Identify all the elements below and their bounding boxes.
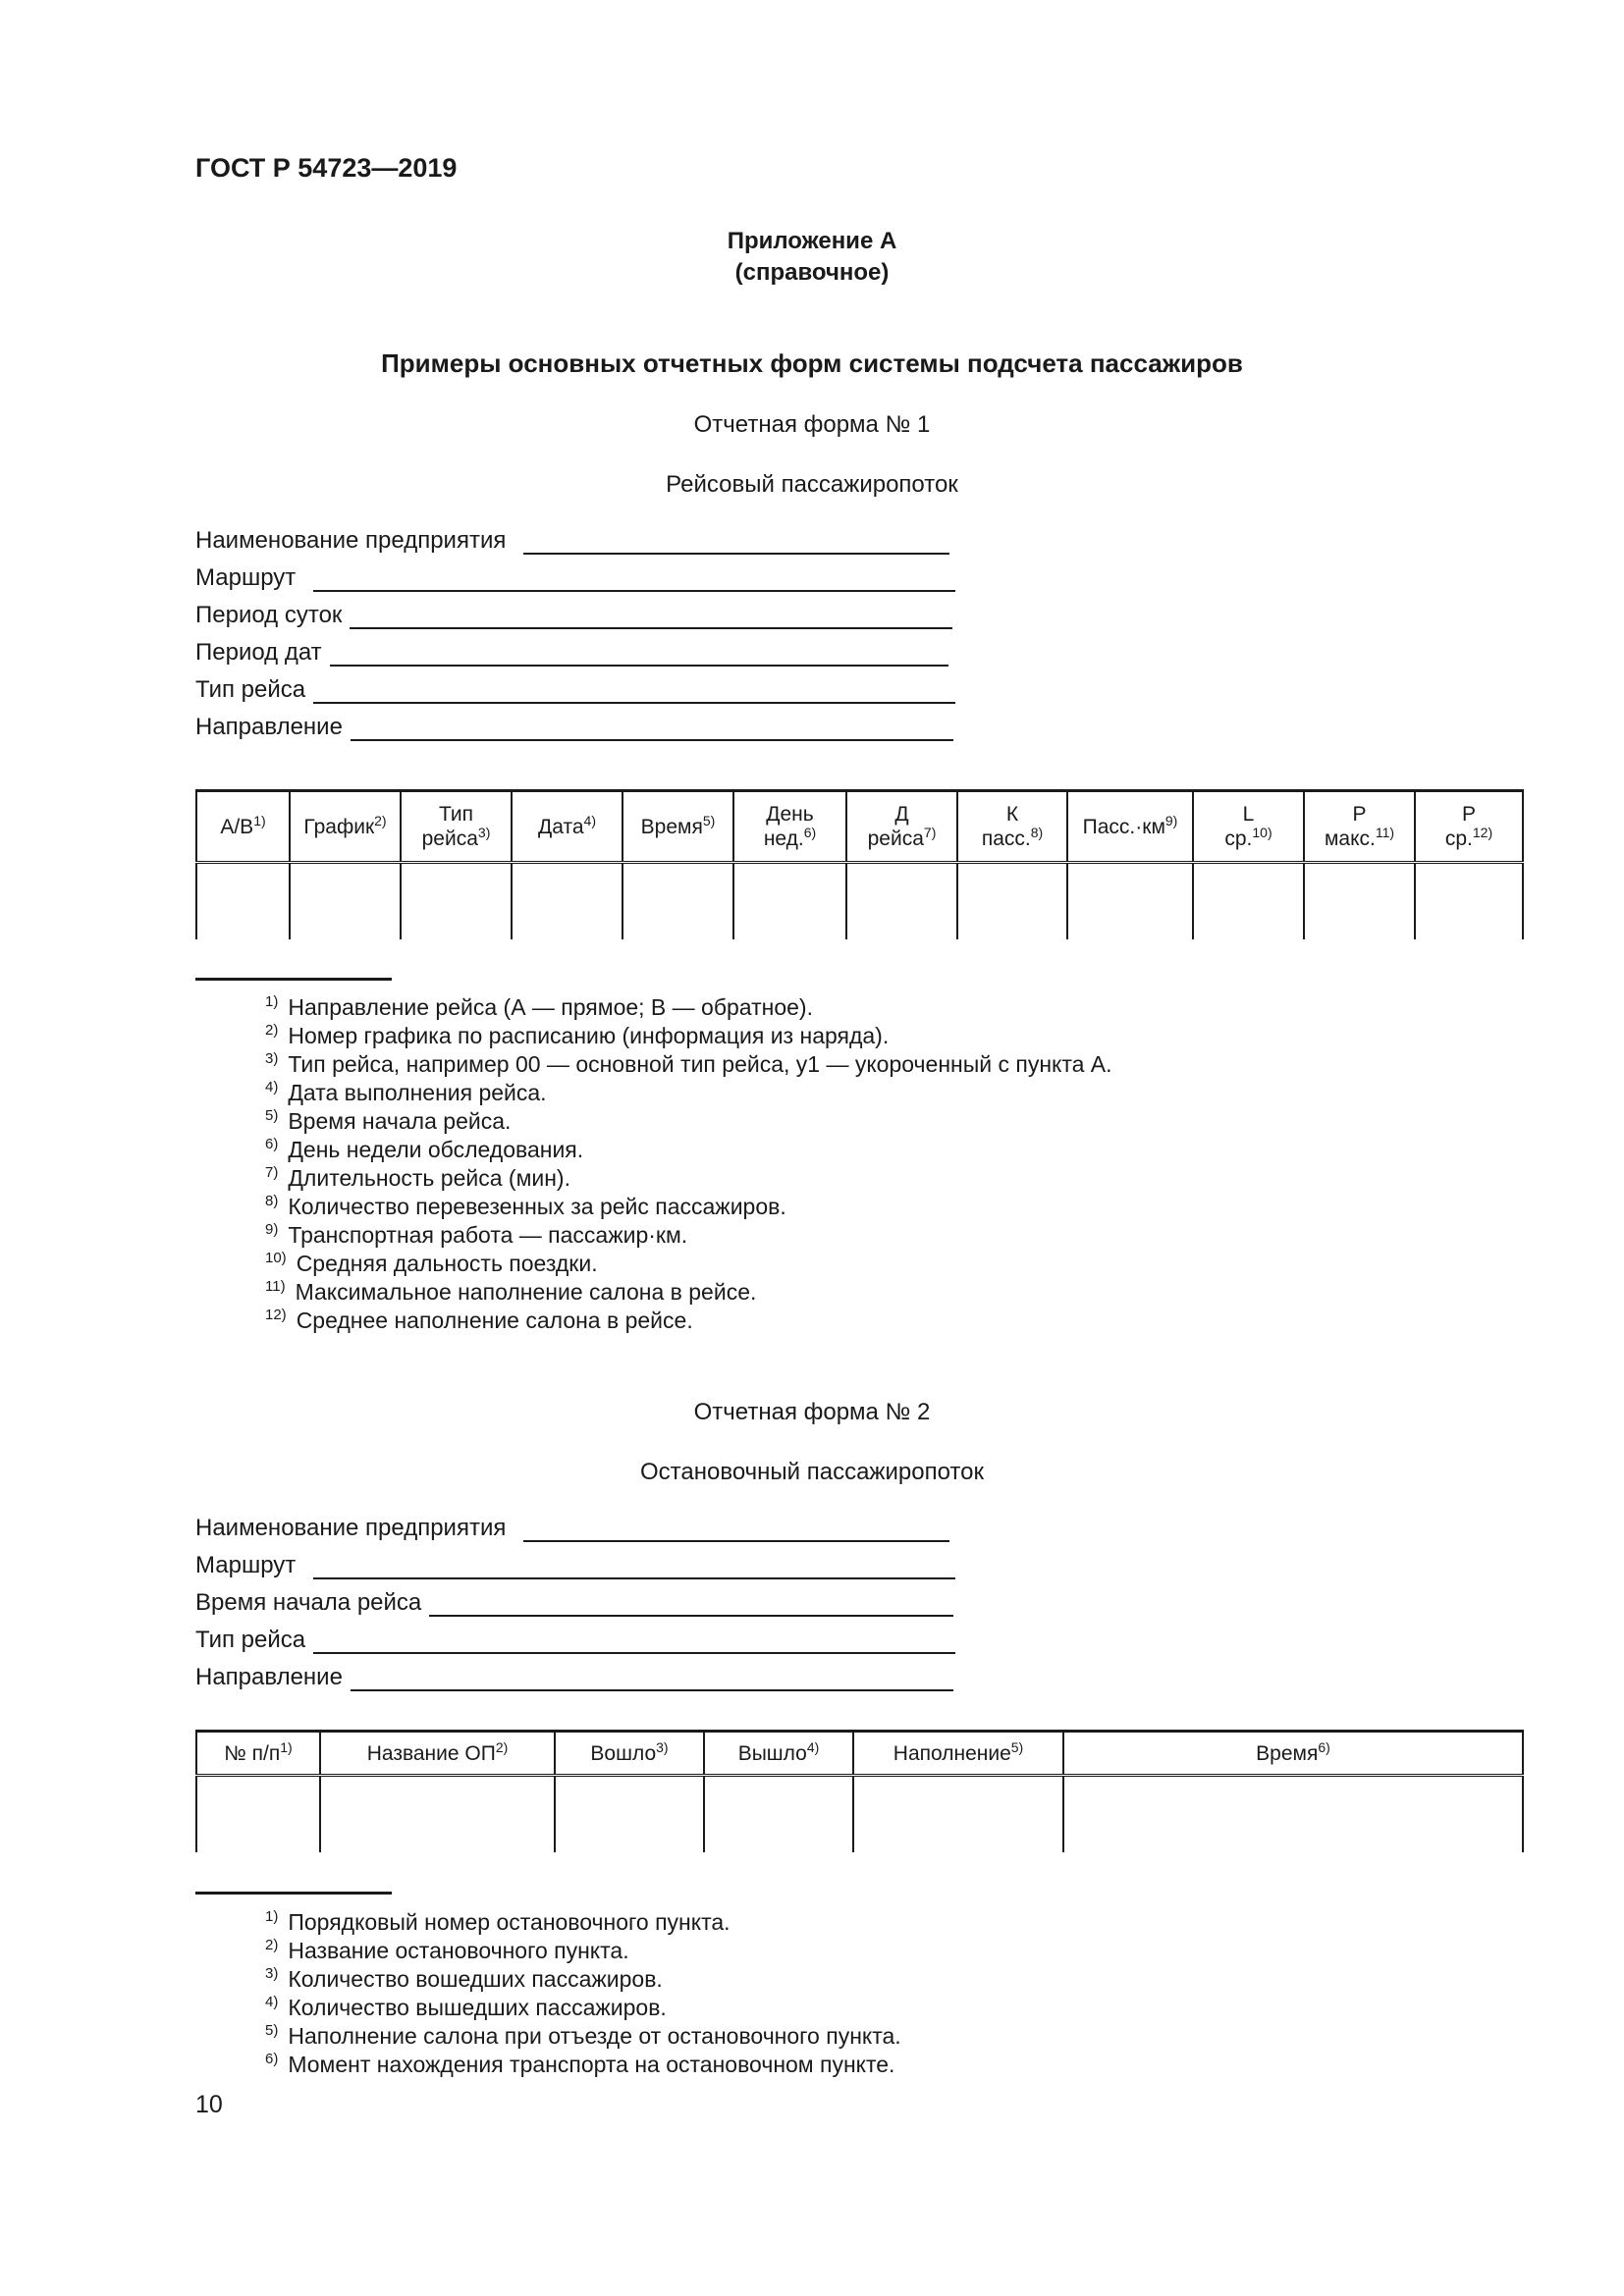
- table-cell[interactable]: [623, 863, 733, 939]
- field-label: Период дат: [195, 639, 322, 666]
- column-header-stop-name: Название ОП$^{2)}$: [320, 1732, 555, 1776]
- table-cell[interactable]: [733, 863, 846, 939]
- field-label: Направление: [195, 1664, 343, 1690]
- form2-name: Отчетная форма № 2: [693, 1399, 931, 1425]
- fill-line[interactable]: [351, 718, 953, 741]
- table-cell[interactable]: [1067, 863, 1193, 939]
- form2-field-route[interactable]: [195, 1550, 955, 1579]
- column-header-avg-distance: L ср.$^{10)}$: [1193, 791, 1304, 863]
- field-label: Маршрут: [195, 564, 297, 591]
- column-header-boarded: Вошло$^{3)}$: [555, 1732, 704, 1776]
- table-row: [196, 863, 1523, 939]
- fill-line[interactable]: [429, 1593, 953, 1617]
- form2-field-enterprise[interactable]: [195, 1513, 949, 1542]
- footnote: $^{2)}$ Номер графика по расписанию (информация из наряда).: [265, 1022, 890, 1048]
- footnote: $^{5)}$ Наполнение салона при отъезде от остановочного пункта.: [265, 2022, 901, 2049]
- footnote-separator: [195, 1892, 392, 1895]
- column-header-date: Дата$^{4)}$: [512, 791, 623, 863]
- column-header-time: Время$^{5)}$: [623, 791, 733, 863]
- footnote: $^{12)}$ Среднее наполнение салона в рейсе.: [265, 1307, 693, 1333]
- appendix-subtitle: (справочное): [734, 259, 890, 286]
- document-code: ГОСТ Р 54723—2019: [195, 153, 458, 183]
- column-header-avg-load: P ср.$^{12)}$: [1415, 791, 1523, 863]
- table-cell[interactable]: [1193, 863, 1304, 939]
- column-header-trip-duration: Д рейса$^{7)}$: [846, 791, 957, 863]
- table-cell[interactable]: [401, 863, 512, 939]
- footnote: $^{11)}$ Максимальное наполнение салона в рейсе.: [265, 1278, 757, 1305]
- fill-line[interactable]: [330, 643, 948, 667]
- column-header-ab: $А/В^{1)}$: [196, 791, 290, 863]
- footnote: $^{2)}$ Название остановочного пункта.: [265, 1937, 629, 1963]
- form1-name: Отчетная форма № 1: [693, 411, 931, 438]
- column-header-schedule: График$^{2)}$: [290, 791, 401, 863]
- footnote: $^{4)}$ Количество вышедших пассажиров.: [265, 1994, 667, 2020]
- field-label: Наименование предприятия: [195, 527, 507, 554]
- form1-caption: Рейсовый пассажиропоток: [666, 471, 958, 498]
- form1-field-date-period[interactable]: [195, 637, 948, 667]
- footnote: $^{3)}$ Тип рейса, например 00 — основной тип рейса, у1 — укороченный с пункта А.: [265, 1050, 1112, 1077]
- form1-field-day-period[interactable]: [195, 600, 952, 629]
- column-header-time: Время$^{6)}$: [1063, 1732, 1523, 1776]
- field-label: Время начала рейса: [195, 1589, 422, 1616]
- form1-table: [195, 789, 1524, 939]
- fill-line[interactable]: [523, 1519, 949, 1542]
- table-cell[interactable]: [704, 1776, 853, 1852]
- table-cell[interactable]: [957, 863, 1067, 939]
- fill-line[interactable]: [350, 606, 952, 629]
- footnote: $^{8)}$ Количество перевезенных за рейс пассажиров.: [265, 1193, 786, 1219]
- table-cell[interactable]: [320, 1776, 555, 1852]
- column-header-max-load: P макс.$^{11)}$: [1304, 791, 1415, 863]
- form1-field-enterprise[interactable]: [195, 525, 949, 555]
- form2-caption: Остановочный пассажиропоток: [640, 1459, 984, 1485]
- field-label: Период суток: [195, 602, 343, 628]
- column-header-number: № $п/п^{1)}$: [196, 1732, 320, 1776]
- footnote: $^{7)}$ Длительность рейса (мин).: [265, 1164, 570, 1191]
- field-label: Тип рейса: [195, 676, 306, 703]
- column-header-passenger-count: К пасс.$^{8)}$: [957, 791, 1067, 863]
- fill-line[interactable]: [313, 1630, 955, 1654]
- column-header-passenger-km: $Пасс.\cdot км^{9)}$: [1067, 791, 1193, 863]
- table-cell[interactable]: [290, 863, 401, 939]
- form2-table: [195, 1730, 1524, 1852]
- table-row: [196, 1776, 1523, 1852]
- table-cell[interactable]: [846, 863, 957, 939]
- footnote: $^{10)}$ Средняя дальность поездки.: [265, 1250, 598, 1276]
- form1-field-trip-type[interactable]: [195, 674, 955, 704]
- fill-line[interactable]: [313, 680, 955, 704]
- form2-field-trip-type[interactable]: [195, 1625, 955, 1654]
- column-header-trip-type: Тип рейса$^{3)}$: [401, 791, 512, 863]
- appendix-title: Приложение А: [727, 228, 897, 254]
- footnote: $^{5)}$ Время начала рейса.: [265, 1107, 512, 1134]
- fill-line[interactable]: [351, 1668, 953, 1691]
- fill-line[interactable]: [313, 1556, 955, 1579]
- footnote-separator: [195, 978, 392, 981]
- form1-field-route[interactable]: [195, 562, 955, 592]
- footnote: $^{1)}$ Направление рейса (А — прямое; В — обратное).: [265, 993, 813, 1020]
- fill-line[interactable]: [523, 531, 949, 555]
- table-cell[interactable]: [1063, 1776, 1523, 1852]
- table-cell[interactable]: [512, 863, 623, 939]
- column-header-alighted: Вышло$^{4)}$: [704, 1732, 853, 1776]
- fill-line[interactable]: [313, 568, 955, 592]
- column-header-weekday: День нед.$^{6)}$: [733, 791, 846, 863]
- page-number: 10: [195, 2091, 223, 2118]
- form2-field-direction[interactable]: [195, 1662, 953, 1691]
- table-cell[interactable]: [555, 1776, 704, 1852]
- table-cell[interactable]: [196, 863, 290, 939]
- column-header-load: Наполнение$^{5)}$: [853, 1732, 1063, 1776]
- field-label: Тип рейса: [195, 1627, 306, 1653]
- footnote: $^{4)}$ Дата выполнения рейса.: [265, 1079, 547, 1105]
- footnote: $^{9)}$ Транспортная работа — пассажир·км.: [265, 1221, 688, 1248]
- footnote: $^{1)}$ Порядковый номер остановочного пункта.: [265, 1908, 731, 1935]
- field-label: Маршрут: [195, 1552, 297, 1578]
- footnote: $^{6)}$ День недели обследования.: [265, 1136, 584, 1162]
- form1-field-direction[interactable]: [195, 712, 953, 741]
- field-label: Направление: [195, 714, 343, 740]
- table-cell[interactable]: [1304, 863, 1415, 939]
- table-cell[interactable]: [1415, 863, 1523, 939]
- footnote: $^{6)}$ Момент нахождения транспорта на остановочном пункте.: [265, 2051, 895, 2077]
- table-cell[interactable]: [853, 1776, 1063, 1852]
- table-cell[interactable]: [196, 1776, 320, 1852]
- field-label: Наименование предприятия: [195, 1515, 507, 1541]
- form2-field-trip-start-time[interactable]: [195, 1587, 953, 1617]
- footnote: $^{3)}$ Количество вошедших пассажиров.: [265, 1965, 663, 1992]
- section-title: Примеры основных отчетных форм системы подсчета пассажиров: [381, 348, 1243, 378]
